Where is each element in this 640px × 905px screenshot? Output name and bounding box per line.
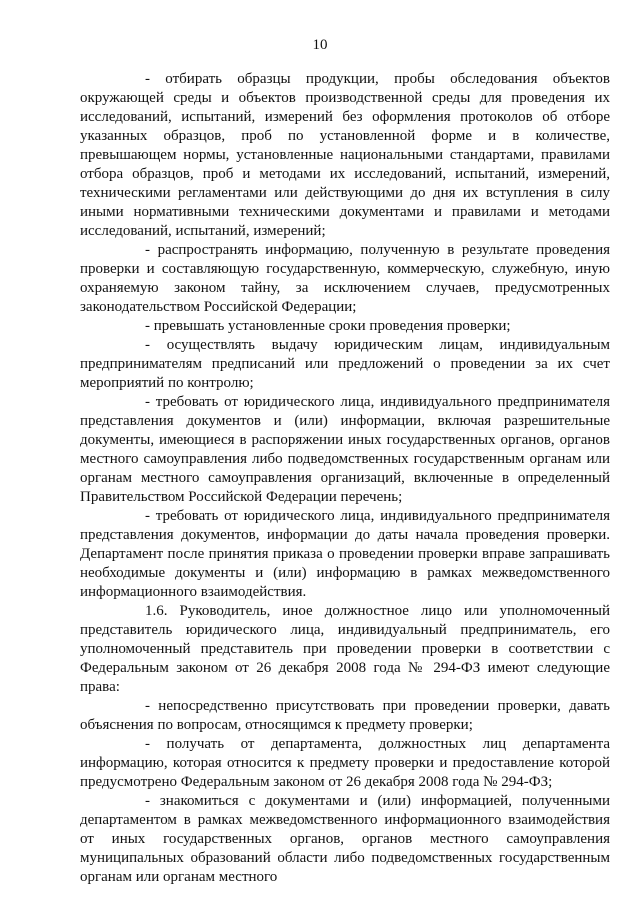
paragraph: - требовать от юридического лица, индивидуального предпринимателя представления документов, информации до даты начала проведения проверки. Департамент после принятия приказа о проведении проверки вправе запрашивать необходимые документы и (или) информацию в рамках межведомственного информационного взаимодействия. (80, 508, 610, 600)
paragraph: - превышать установленные сроки проведения проверки; (145, 318, 511, 334)
page-number: 10 (312, 37, 328, 53)
paragraph: - знакомиться с документами и (или) информацией, полученными департаментом в рамках межведомственного информационного взаимодействия от иных государственных органов, органов местного самоуправления муниципальных образований области либо подведомственных государственным органам или органам местного (80, 793, 610, 885)
paragraph: - получать от департамента, должностных лиц департамента информацию, которая относится к предмету проверки и предоставление которой предусмотрено Федеральным законом от 26 декабря 2008 года № 294-ФЗ; (80, 736, 610, 790)
paragraph: - требовать от юридического лица, индивидуального предпринимателя представления документов и (или) информации, включая разрешительные документы, имеющиеся в распоряжении иных государственных органов, органов местного самоуправления либо подведомственных государственным органам или органам местного самоуправления организаций, включенные в определенный Правительством Российской Федерации перечень; (80, 394, 610, 505)
paragraph: - непосредственно присутствовать при проведении проверки, давать объяснения по вопросам, относящимся к предмету проверки; (80, 698, 610, 733)
paragraph: - распространять информацию, полученную в результате проведения проверки и составляющую государственную, коммерческую, служебную, иную охраняемую законом тайну, за исключением случаев, предусмотренных законодательством Российской Федерации; (80, 242, 610, 315)
paragraph: - осуществлять выдачу юридическим лицам, индивидуальным предпринимателям предписаний или предложений о проведении за их счет мероприятий по контролю; (80, 337, 610, 391)
paragraph: 1.6. Руководитель, иное должностное лицо или уполномоченный представитель юридического лица, индивидуальный предприниматель, его уполномоченный представитель при проведении проверки в соответствии с Федеральным законом от 26 декабря 2008 года № 294-ФЗ имеют следующие права: (80, 603, 610, 695)
paragraph: - отбирать образцы продукции, пробы обследования объектов окружающей среды и объектов производственной среды для проведения их исследований, испытаний, измерений без оформления протоколов об отборе указанных образцов, проб по установленной форме и в количестве, превышающем нормы, установленные национальными стандартами, правилами отбора образцов, проб и методами их исследований, испытаний, измерений, техническими регламентами или действующими до дня их вступления в силу иными нормативными техническими документами и правилами и методами исследований, испытаний, измерений; (80, 71, 610, 239)
body-text (80, 70, 610, 887)
